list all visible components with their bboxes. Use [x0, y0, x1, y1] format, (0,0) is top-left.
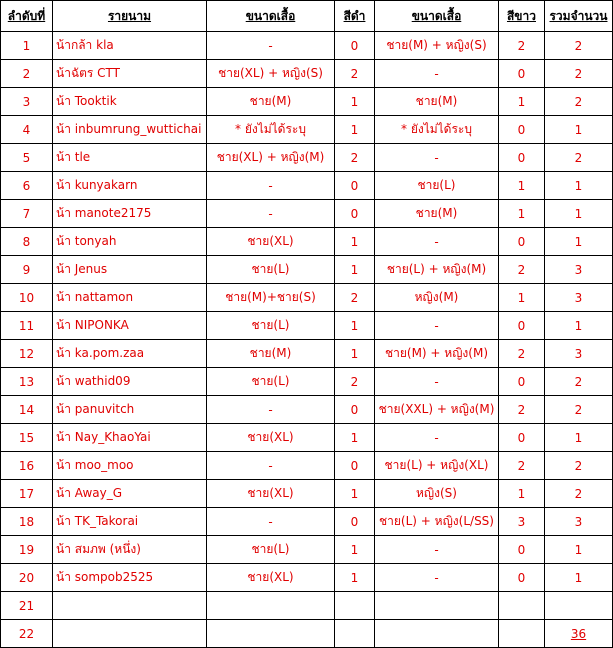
cell-no[interactable]: 4: [1, 116, 53, 144]
cell-size-white[interactable]: หญิง(S): [375, 480, 499, 508]
cell-size-white[interactable]: -: [375, 424, 499, 452]
table-row: [1, 424, 613, 452]
cell-size-white[interactable]: [375, 592, 499, 620]
cell-size-black[interactable]: ชาย(XL): [207, 228, 335, 256]
cell-black-count[interactable]: 2: [335, 144, 375, 172]
cell-black-count[interactable]: [335, 592, 375, 620]
cell-size-white[interactable]: -: [375, 564, 499, 592]
cell-size-white[interactable]: ชาย(M) + หญิง(M): [375, 340, 499, 368]
cell-size-black[interactable]: -: [207, 452, 335, 480]
cell-no[interactable]: 18: [1, 508, 53, 536]
cell-no[interactable]: 11: [1, 312, 53, 340]
cell-no[interactable]: 19: [1, 536, 53, 564]
cell-size-white[interactable]: -: [375, 228, 499, 256]
header-name[interactable]: รายนาม: [53, 1, 207, 32]
table-row: [1, 452, 613, 480]
cell-total[interactable]: [545, 592, 613, 620]
cell-black-count[interactable]: 0: [335, 452, 375, 480]
cell-white-count[interactable]: 2: [499, 396, 545, 424]
cell-name[interactable]: น้า panuvitch: [53, 396, 207, 424]
cell-total[interactable]: 1: [545, 200, 613, 228]
cell-black-count[interactable]: 0: [335, 508, 375, 536]
cell-no[interactable]: 16: [1, 452, 53, 480]
cell-no[interactable]: 14: [1, 396, 53, 424]
cell-white-count[interactable]: 2: [499, 452, 545, 480]
cell-name[interactable]: น้า tle: [53, 144, 207, 172]
cell-total[interactable]: 2: [545, 480, 613, 508]
cell-size-black[interactable]: ชาย(L): [207, 256, 335, 284]
cell-total[interactable]: 2: [545, 396, 613, 424]
cell-no[interactable]: 10: [1, 284, 53, 312]
cell-name[interactable]: [53, 592, 207, 620]
cell-white-count[interactable]: 1: [499, 200, 545, 228]
cell-white-count[interactable]: 1: [499, 172, 545, 200]
cell-white-count[interactable]: [499, 592, 545, 620]
table-row: [1, 368, 613, 396]
cell-total[interactable]: 2: [545, 144, 613, 172]
table-row: [1, 116, 613, 144]
cell-white-count[interactable]: 0: [499, 368, 545, 396]
table-row: [1, 592, 613, 620]
cell-white-count[interactable]: 0: [499, 564, 545, 592]
cell-size-white[interactable]: ชาย(L): [375, 172, 499, 200]
cell-name[interactable]: น้า สมภพ (หนึ่ง): [53, 536, 207, 564]
cell-white-count[interactable]: 1: [499, 284, 545, 312]
cell-no[interactable]: 13: [1, 368, 53, 396]
cell-white-count[interactable]: 0: [499, 116, 545, 144]
cell-size-black[interactable]: ชาย(M): [207, 88, 335, 116]
cell-total[interactable]: 1: [545, 536, 613, 564]
cell-total[interactable]: 2: [545, 88, 613, 116]
header-white[interactable]: สีขาว: [499, 1, 545, 32]
cell-total[interactable]: 2: [545, 452, 613, 480]
cell-size-white[interactable]: ชาย(L) + หญิง(L/SS): [375, 508, 499, 536]
cell-black-count[interactable]: 2: [335, 60, 375, 88]
cell-size-black[interactable]: -: [207, 32, 335, 60]
cell-name[interactable]: น้า moo_moo: [53, 452, 207, 480]
cell-size-black[interactable]: ชาย(XL): [207, 480, 335, 508]
cell-total[interactable]: 1: [545, 312, 613, 340]
table-row: [1, 228, 613, 256]
cell-black-count[interactable]: 1: [335, 564, 375, 592]
table-row: [1, 172, 613, 200]
cell-white-count[interactable]: 0: [499, 144, 545, 172]
cell-size-black[interactable]: -: [207, 200, 335, 228]
table-row: [1, 508, 613, 536]
cell-black-count[interactable]: 1: [335, 340, 375, 368]
cell-black-count[interactable]: 1: [335, 312, 375, 340]
cell-size-white[interactable]: ชาย(M): [375, 200, 499, 228]
table-row: [1, 256, 613, 284]
cell-size-white[interactable]: -: [375, 60, 499, 88]
cell-name[interactable]: น้า Away_G: [53, 480, 207, 508]
cell-no[interactable]: 7: [1, 200, 53, 228]
cell-no[interactable]: 17: [1, 480, 53, 508]
cell-white-count[interactable]: 0: [499, 228, 545, 256]
cell-name[interactable]: [53, 620, 207, 648]
cell-total[interactable]: 1: [545, 228, 613, 256]
table-row: [1, 564, 613, 592]
cell-size-black[interactable]: ชาย(L): [207, 312, 335, 340]
table-row: [1, 536, 613, 564]
cell-white-count[interactable]: [499, 620, 545, 648]
cell-size-white[interactable]: ชาย(M): [375, 88, 499, 116]
cell-name[interactable]: น้า inbumrung_wuttichai: [53, 116, 207, 144]
cell-white-count[interactable]: 0: [499, 536, 545, 564]
cell-name[interactable]: น้า manote2175: [53, 200, 207, 228]
cell-white-count[interactable]: 0: [499, 312, 545, 340]
cell-total[interactable]: 1: [545, 424, 613, 452]
cell-size-white[interactable]: -: [375, 144, 499, 172]
table-row: [1, 144, 613, 172]
cell-name[interactable]: น้า kunyakarn: [53, 172, 207, 200]
cell-white-count[interactable]: 1: [499, 88, 545, 116]
cell-size-black[interactable]: [207, 592, 335, 620]
table-row: [1, 88, 613, 116]
cell-name[interactable]: น้า Jenus: [53, 256, 207, 284]
cell-black-count[interactable]: 1: [335, 536, 375, 564]
cell-name[interactable]: น้า ka.pom.zaa: [53, 340, 207, 368]
cell-size-white[interactable]: * ยังไม่ได้ระบุ: [375, 116, 499, 144]
cell-black-count[interactable]: 1: [335, 88, 375, 116]
cell-black-count[interactable]: [335, 620, 375, 648]
cell-name[interactable]: น้า nattamon: [53, 284, 207, 312]
cell-black-count[interactable]: 2: [335, 368, 375, 396]
cell-size-white[interactable]: ชาย(XXL) + หญิง(M): [375, 396, 499, 424]
cell-size-black[interactable]: ชาย(XL) + หญิง(M): [207, 144, 335, 172]
cell-total[interactable]: 36: [545, 620, 613, 648]
cell-size-black[interactable]: ชาย(M): [207, 340, 335, 368]
cell-no[interactable]: 2: [1, 60, 53, 88]
cell-size-white[interactable]: -: [375, 536, 499, 564]
cell-total[interactable]: 3: [545, 256, 613, 284]
cell-size-white[interactable]: ชาย(M) + หญิง(S): [375, 32, 499, 60]
cell-no[interactable]: 3: [1, 88, 53, 116]
header-size-black[interactable]: ขนาดเสื้อ: [207, 1, 335, 32]
cell-white-count[interactable]: 2: [499, 340, 545, 368]
cell-no[interactable]: 9: [1, 256, 53, 284]
cell-size-black[interactable]: ชาย(L): [207, 536, 335, 564]
cell-name[interactable]: น้า wathid09: [53, 368, 207, 396]
cell-no[interactable]: 15: [1, 424, 53, 452]
cell-no[interactable]: 1: [1, 32, 53, 60]
cell-size-white[interactable]: ชาย(L) + หญิง(XL): [375, 452, 499, 480]
table-row: [1, 340, 613, 368]
cell-total[interactable]: 2: [545, 60, 613, 88]
cell-black-count[interactable]: 2: [335, 284, 375, 312]
cell-size-black[interactable]: ชาย(XL) + หญิง(S): [207, 60, 335, 88]
cell-black-count[interactable]: 1: [335, 424, 375, 452]
table-row: [1, 200, 613, 228]
cell-black-count[interactable]: 1: [335, 228, 375, 256]
cell-size-white[interactable]: [375, 620, 499, 648]
table-row: [1, 312, 613, 340]
cell-black-count[interactable]: 0: [335, 172, 375, 200]
table-row: [1, 396, 613, 424]
cell-white-count[interactable]: 3: [499, 508, 545, 536]
cell-name[interactable]: น้า Nay_KhaoYai: [53, 424, 207, 452]
cell-size-black[interactable]: -: [207, 172, 335, 200]
cell-total[interactable]: 2: [545, 368, 613, 396]
cell-black-count[interactable]: 0: [335, 396, 375, 424]
header-total[interactable]: รวมจำนวน: [545, 1, 613, 32]
cell-size-white[interactable]: หญิง(M): [375, 284, 499, 312]
cell-black-count[interactable]: 1: [335, 256, 375, 284]
table-body: [1, 32, 613, 648]
cell-no[interactable]: 6: [1, 172, 53, 200]
header-black[interactable]: สีดำ: [335, 1, 375, 32]
cell-no[interactable]: 12: [1, 340, 53, 368]
cell-size-black[interactable]: ชาย(L): [207, 368, 335, 396]
table-row: [1, 32, 613, 60]
cell-size-black[interactable]: ชาย(XL): [207, 564, 335, 592]
cell-size-black[interactable]: ชาย(XL): [207, 424, 335, 452]
cell-no[interactable]: 5: [1, 144, 53, 172]
cell-black-count[interactable]: 1: [335, 116, 375, 144]
cell-size-white[interactable]: -: [375, 368, 499, 396]
cell-total[interactable]: 1: [545, 564, 613, 592]
cell-white-count[interactable]: 1: [499, 480, 545, 508]
cell-name[interactable]: น้า Tooktik: [53, 88, 207, 116]
cell-white-count[interactable]: 0: [499, 60, 545, 88]
cell-no[interactable]: 21: [1, 592, 53, 620]
cell-total[interactable]: 3: [545, 340, 613, 368]
cell-name[interactable]: น้ากล้า kla: [53, 32, 207, 60]
cell-white-count[interactable]: 0: [499, 424, 545, 452]
cell-name[interactable]: น้าฉัตร CTT: [53, 60, 207, 88]
cell-total[interactable]: 1: [545, 116, 613, 144]
table-row: [1, 480, 613, 508]
cell-size-black[interactable]: ชาย(M)+ชาย(S): [207, 284, 335, 312]
cell-black-count[interactable]: 0: [335, 200, 375, 228]
cell-name[interactable]: น้า NIPONKA: [53, 312, 207, 340]
cell-black-count[interactable]: 0: [335, 32, 375, 60]
cell-no[interactable]: 22: [1, 620, 53, 648]
cell-total[interactable]: 2: [545, 32, 613, 60]
cell-size-black[interactable]: -: [207, 396, 335, 424]
header-row: [1, 1, 613, 32]
cell-white-count[interactable]: 2: [499, 32, 545, 60]
table-row: [1, 284, 613, 312]
cell-total[interactable]: 3: [545, 284, 613, 312]
cell-size-white[interactable]: ชาย(L) + หญิง(M): [375, 256, 499, 284]
cell-no[interactable]: 8: [1, 228, 53, 256]
cell-size-black[interactable]: * ยังไม่ได้ระบุ: [207, 116, 335, 144]
cell-size-black[interactable]: [207, 620, 335, 648]
table-row: [1, 60, 613, 88]
header-no[interactable]: ลำดับที่: [1, 1, 53, 32]
cell-black-count[interactable]: 1: [335, 480, 375, 508]
table-row: [1, 620, 613, 648]
cell-name[interactable]: น้า sompob2525: [53, 564, 207, 592]
cell-size-black[interactable]: -: [207, 508, 335, 536]
cell-name[interactable]: น้า tonyah: [53, 228, 207, 256]
cell-total[interactable]: 1: [545, 172, 613, 200]
cell-size-white[interactable]: -: [375, 312, 499, 340]
cell-white-count[interactable]: 2: [499, 256, 545, 284]
cell-total[interactable]: 3: [545, 508, 613, 536]
cell-name[interactable]: น้า TK_Takorai: [53, 508, 207, 536]
cell-no[interactable]: 20: [1, 564, 53, 592]
header-size-white[interactable]: ขนาดเสื้อ: [375, 1, 499, 32]
